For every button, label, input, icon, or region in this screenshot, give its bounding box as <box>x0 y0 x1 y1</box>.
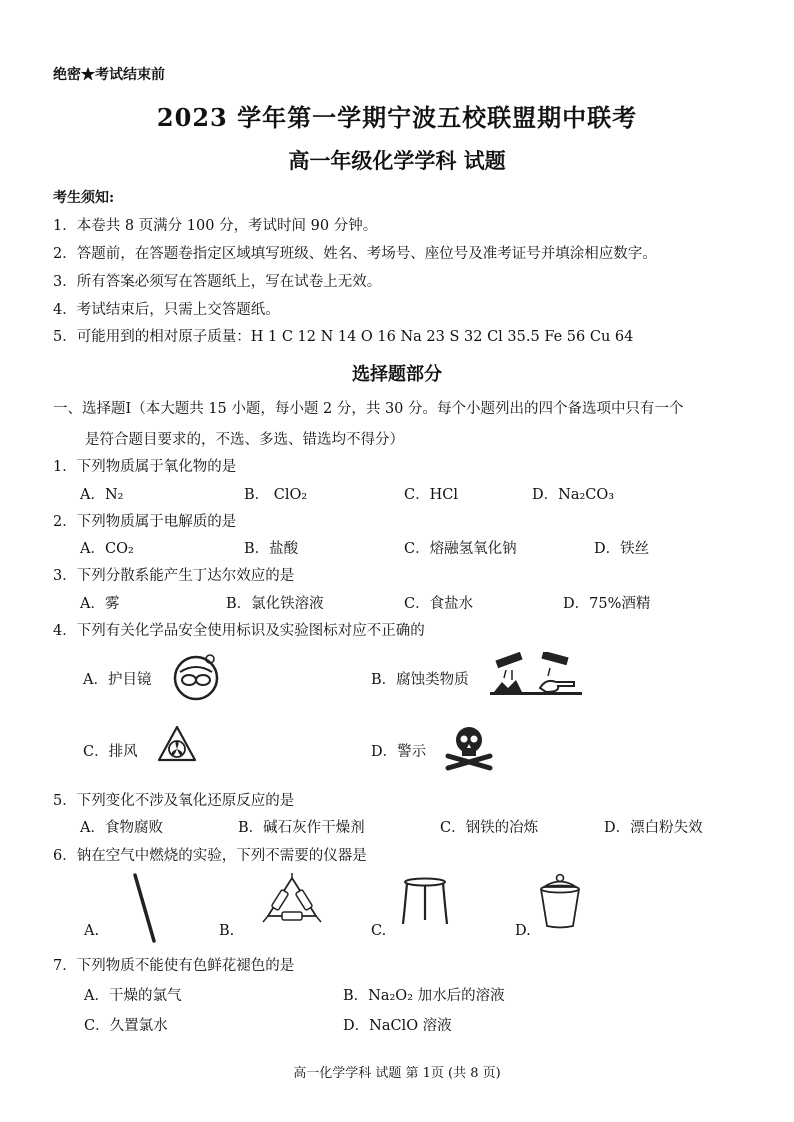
question-3-option-b: B．氯化铁溶液 <box>226 596 324 612</box>
goggles-icon <box>170 652 222 702</box>
notice-item: 4．考试结束后，只需上交答题纸。 <box>53 302 280 318</box>
question-5-option-b: B．碱石灰作干燥剂 <box>238 820 365 836</box>
question-2-option-a: A．CO₂ <box>80 541 134 557</box>
question-5-option-a: A．食物腐败 <box>80 820 163 836</box>
question-6-stem: 6．钠在空气中燃烧的实验，下列不需要的仪器是 <box>53 848 367 864</box>
question-7-option-a: A．干燥的氯气 <box>84 988 182 1004</box>
question-6-option-b: B. <box>219 923 235 939</box>
question-1-option-c: C．HCl <box>404 487 458 503</box>
question-6-option-d: D. <box>515 923 531 939</box>
question-4-stem: 4．下列有关化学品安全使用标识及实验图标对应不正确的 <box>53 623 425 639</box>
notice-item: 1．本卷共 8 页满分 100 分，考试时间 90 分钟。 <box>53 218 378 234</box>
tripod-icon <box>400 876 450 926</box>
question-3-option-a: A．雾 <box>80 596 120 612</box>
question-4-option-b: B．腐蚀类物质 <box>371 672 469 688</box>
confidential-mark: 绝密★考试结束前 <box>53 67 165 83</box>
notice-item: 3．所有答案必须写在答题纸上，写在试卷上无效。 <box>53 274 382 290</box>
notice-item: 5．可能用到的相对原子质量：H 1 C 12 N 14 O 16 Na 23 S 32 Cl 35.5 Fe 56 Cu 64 <box>53 329 634 345</box>
question-2-stem: 2．下列物质属于电解质的是 <box>53 514 237 530</box>
question-1-option-d: D．Na₂CO₃ <box>532 487 615 503</box>
crucible-icon <box>536 872 584 930</box>
question-5-stem: 5．下列变化不涉及氧化还原反应的是 <box>53 793 295 809</box>
question-1-option-a: A．N₂ <box>80 487 124 503</box>
question-4-option-a: A．护目镜 <box>83 672 152 688</box>
exhaust-fan-icon <box>156 724 198 766</box>
question-3-option-d: D．75%酒精 <box>563 596 651 612</box>
question-7-option-c: C．久置氯水 <box>84 1018 168 1034</box>
question-7-stem: 7．下列物质不能使有色鲜花褪色的是 <box>53 958 295 974</box>
question-3-stem: 3．下列分散系能产生丁达尔效应的是 <box>53 568 295 584</box>
question-2-option-d: D．铁丝 <box>594 541 650 557</box>
question-3-option-c: C．食盐水 <box>404 596 474 612</box>
skull-crossbones-icon <box>442 722 496 772</box>
question-7-option-b: B．Na₂O₂ 加水后的溶液 <box>343 988 505 1004</box>
exam-subtitle: 高一年级化学学科 试题 <box>288 148 506 173</box>
exam-title: 2023 学年第一学期宁波五校联盟期中联考 <box>156 103 638 132</box>
part-instructions-line2: 是符合题目要求的，不选、多选、错选均不得分） <box>85 432 404 448</box>
question-6-option-c: C. <box>371 923 387 939</box>
question-4-option-c: C．排风 <box>83 744 138 760</box>
question-6-option-a: A. <box>84 923 100 939</box>
part-instructions-line1: 一、选择题Ⅰ（本大题共 15 小题，每小题 2 分，共 30 分。每个小题列出的四个备选项中只有一个 <box>53 401 684 417</box>
glass-rod-icon <box>130 872 160 944</box>
clay-triangle-icon <box>262 872 322 926</box>
question-1-option-b: B． ClO₂ <box>244 487 308 503</box>
question-2-option-c: C．熔融氢氧化钠 <box>404 541 517 557</box>
question-5-option-c: C．钢铁的冶炼 <box>440 820 539 836</box>
notice-item: 2．答题前，在答题卷指定区域填写班级、姓名、考场号、座位号及准考证号并填涂相应数字。 <box>53 246 657 262</box>
question-4-option-d: D．警示 <box>371 744 427 760</box>
question-2-option-b: B．盐酸 <box>244 541 299 557</box>
question-1-stem: 1．下列物质属于氧化物的是 <box>53 459 237 475</box>
corrosive-icon <box>490 652 582 696</box>
question-5-option-d: D．漂白粉失效 <box>604 820 703 836</box>
page-footer: 高一化学学科 试题 第 1页 (共 8 页) <box>293 1066 501 1081</box>
section-title: 选择题部分 <box>352 364 442 385</box>
question-7-option-d: D．NaClO 溶液 <box>343 1018 452 1034</box>
notice-heading: 考生须知: <box>53 190 115 206</box>
